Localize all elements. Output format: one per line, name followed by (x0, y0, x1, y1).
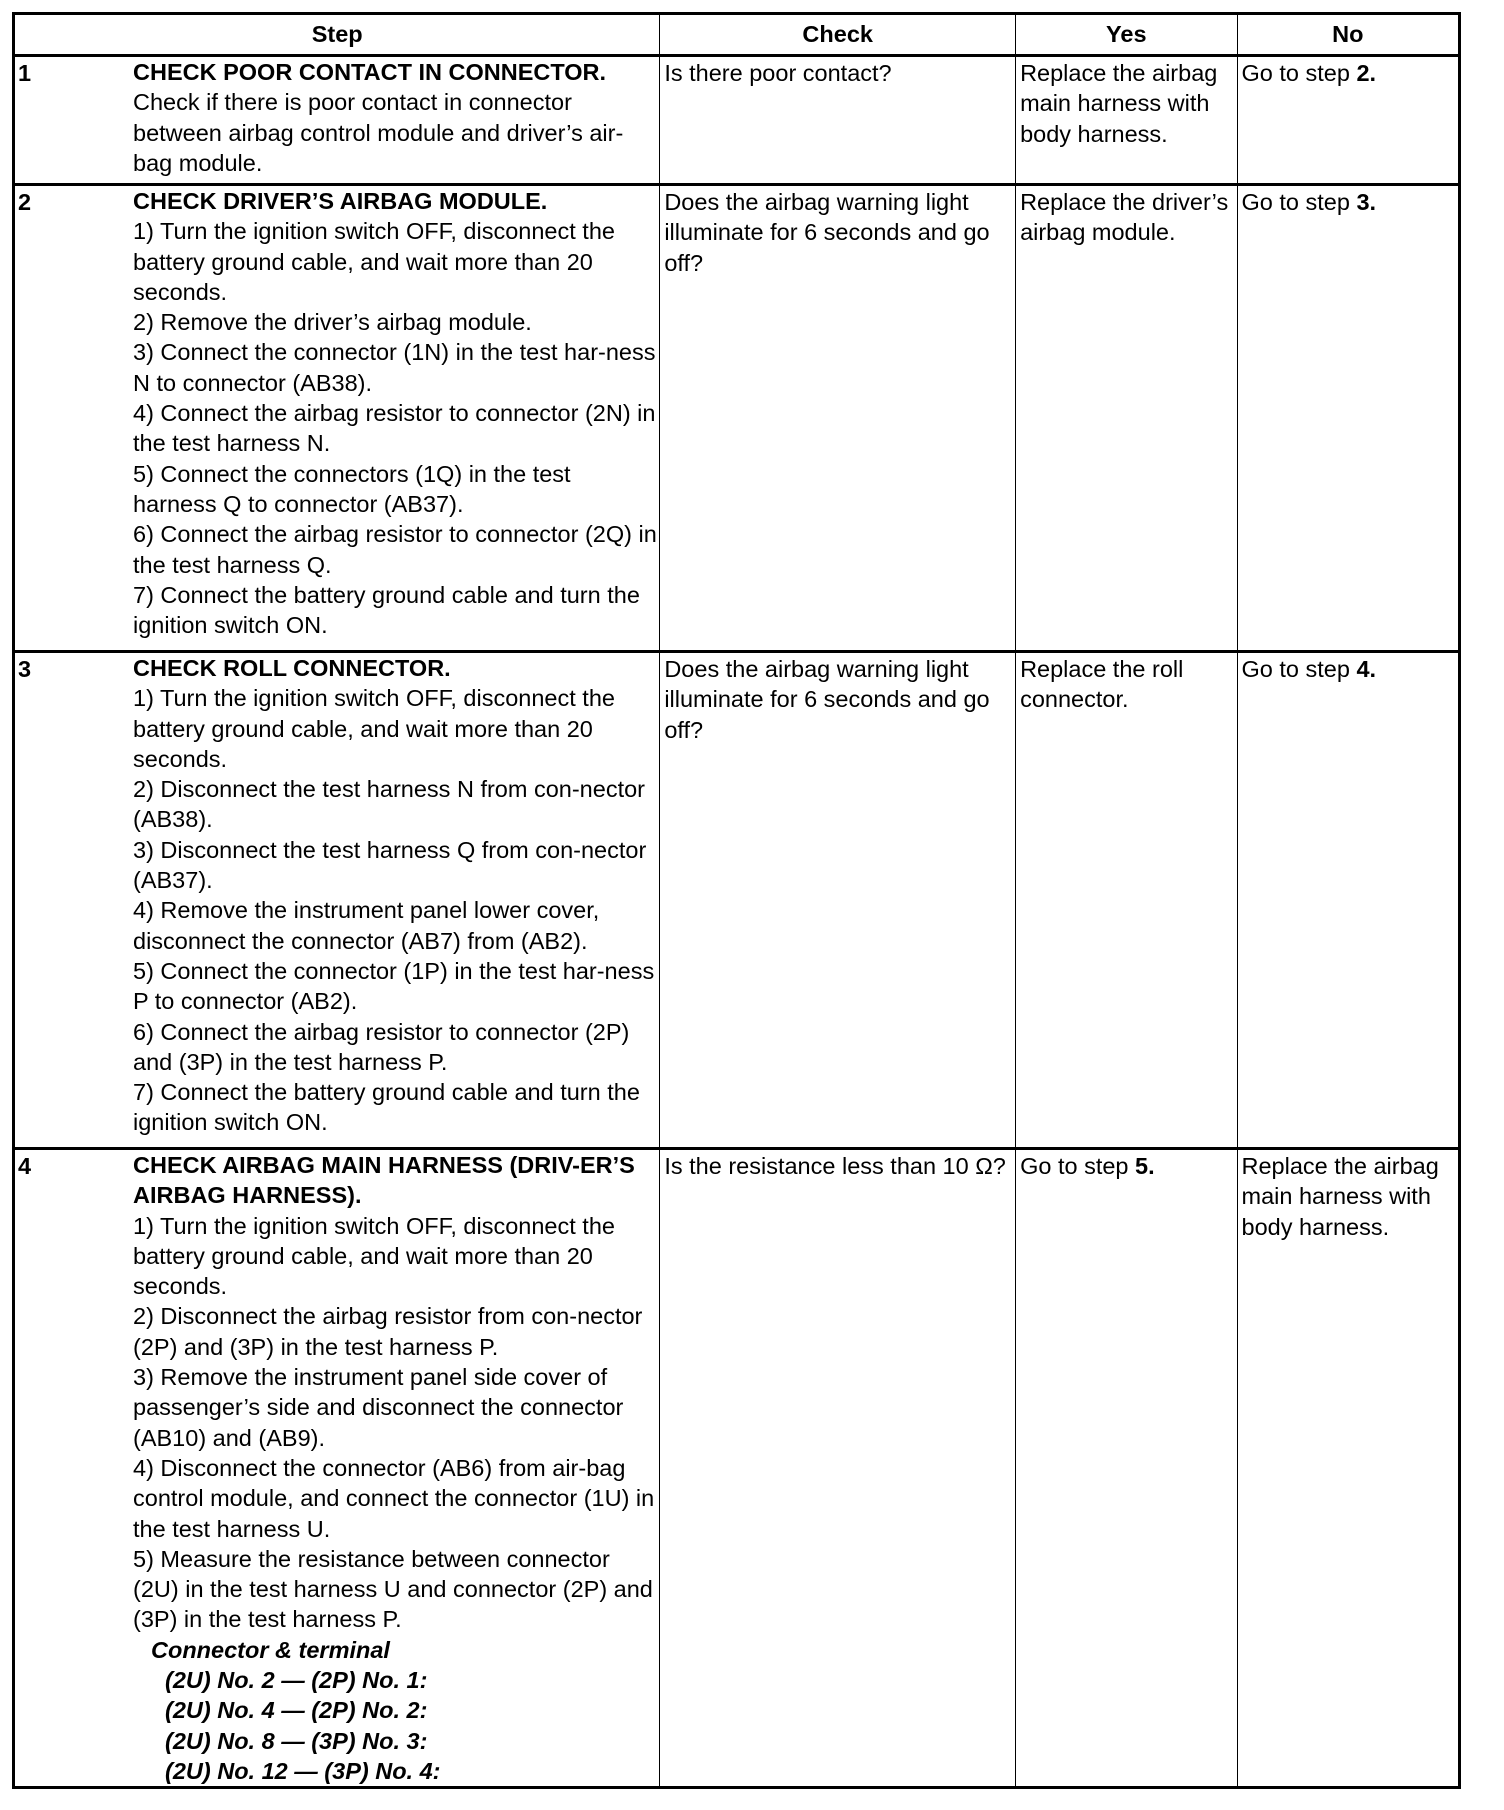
step-cell (14, 56, 660, 185)
spec-item: (2U) No. 8 — (3P) No. 3: (165, 1727, 428, 1754)
header-yes: Yes (1016, 14, 1237, 56)
step-instruction: 1) Turn the ignition switch OFF, disconnect the battery ground cable, and wait more than 20 seconds. (133, 218, 615, 305)
no-cell (1237, 652, 1459, 1149)
step-instruction: 3) Disconnect the test harness Q from con-nector (AB37). (133, 836, 647, 894)
yes-cell: Replace the roll connector. (1016, 652, 1237, 1149)
step-instruction: 5) Connect the connectors (1Q) in the test harness Q to connector (AB37). (133, 460, 571, 517)
step-instruction: 2) Disconnect the test harness N from con-nector (AB38). (133, 776, 645, 833)
step-description: Check if there is poor contact in connector between airbag control module and driver’s air-bag module. (133, 89, 624, 176)
no-prefix: Go to step (1241, 60, 1357, 86)
yes-prefix: Go to step (1020, 1153, 1136, 1179)
step-number: 3 (18, 656, 32, 682)
step-cell (14, 185, 660, 652)
step-instruction: 6) Connect the airbag resistor to connector (2P) and (3P) in the test harness P. (133, 1018, 630, 1075)
step-instruction: 3) Connect the connector (1N) in the test har-ness N to connector (AB38). (133, 339, 656, 396)
check-cell: Is there poor contact? (660, 56, 1016, 185)
step-instruction: 1) Turn the ignition switch OFF, disconnect the battery ground cable, and wait more than 20 seconds. (133, 1212, 615, 1300)
step-instruction: 2) Remove the driver’s airbag module. (133, 309, 532, 336)
header-check: Check (660, 14, 1016, 56)
step-title: CHECK POOR CONTACT IN CONNECTOR. (133, 59, 607, 85)
step-instruction: 4) Connect the airbag resistor to connector (2N) in the test harness N. (133, 400, 656, 457)
step-cell (14, 652, 660, 1149)
spec-title: Connector & terminal (151, 1636, 390, 1663)
step-number: 4 (18, 1153, 32, 1179)
step-instruction: 7) Connect the battery ground cable and turn the ignition switch ON. (133, 1079, 640, 1136)
step-title: CHECK AIRBAG MAIN HARNESS (DRIV-ER’S AIRBAG HARNESS). (133, 1152, 635, 1209)
check-cell: Is the resistance less than 10 Ω? (660, 1149, 1016, 1788)
no-cell (1237, 185, 1459, 652)
step-title: CHECK ROLL CONNECTOR. (133, 655, 451, 681)
spec-item: (2U) No. 4 — (2P) No. 2: (165, 1697, 428, 1724)
no-step-ref: 3. (1356, 189, 1377, 215)
no-cell (1237, 56, 1459, 185)
diagnostic-table (12, 12, 1461, 1789)
yes-cell (1016, 1149, 1237, 1788)
table-row (14, 56, 1460, 185)
step-number: 1 (18, 60, 32, 86)
step-instruction: 2) Disconnect the airbag resistor from con-nector (2P) and (3P) in the test harness P. (133, 1303, 643, 1360)
step-instruction: 3) Remove the instrument panel side cover of passenger’s side and disconnect the connector (AB10) and (AB9). (133, 1364, 624, 1451)
no-step-ref: 2. (1356, 60, 1377, 86)
spec-item: (2U) No. 2 — (2P) No. 1: (165, 1667, 428, 1694)
step-cell (14, 1149, 660, 1788)
yes-step-ref: 5. (1135, 1153, 1155, 1179)
step-instruction: 1) Turn the ignition switch OFF, disconnect the battery ground cable, and wait more than 20 seconds. (133, 685, 615, 772)
spec-item: (2U) No. 12 — (3P) No. 4: (165, 1757, 441, 1784)
no-prefix: Go to step (1241, 189, 1357, 215)
header-row (14, 14, 1460, 56)
yes-cell: Replace the airbag main harness with body harness. (1016, 56, 1237, 185)
check-cell: Does the airbag warning light illuminate for 6 seconds and go off? (660, 652, 1016, 1149)
step-instruction: 5) Measure the resistance between connector (2U) in the test harness U and connector (2P) and (3P) in the test harness P. (133, 1545, 653, 1633)
step-instruction: 7) Connect the battery ground cable and turn the ignition switch ON. (133, 581, 640, 639)
table-row (14, 185, 1460, 652)
step-number: 2 (18, 189, 32, 215)
header-step: Step (14, 14, 660, 56)
header-no: No (1237, 14, 1459, 56)
yes-cell: Replace the driver’s airbag module. (1016, 185, 1237, 652)
no-cell: Replace the airbag main harness with body harness. (1237, 1149, 1459, 1788)
check-cell: Does the airbag warning light illuminate for 6 seconds and go off? (660, 185, 1016, 652)
table-row (14, 1149, 1460, 1788)
step-title: CHECK DRIVER’S AIRBAG MODULE. (133, 188, 548, 214)
no-prefix: Go to step (1241, 656, 1357, 682)
step-instruction: 5) Connect the connector (1P) in the test har-ness P to connector (AB2). (133, 957, 655, 1015)
step-instruction: 4) Remove the instrument panel lower cover, disconnect the connector (AB7) from (AB2). (133, 897, 600, 954)
step-instruction: 6) Connect the airbag resistor to connector (2Q) in the test harness Q. (133, 521, 657, 578)
step-instruction: 4) Disconnect the connector (AB6) from air-bag control module, and connect the connector (1U) in the test harness U. (133, 1454, 655, 1542)
no-step-ref: 4. (1356, 656, 1377, 682)
table-row (14, 652, 1460, 1149)
